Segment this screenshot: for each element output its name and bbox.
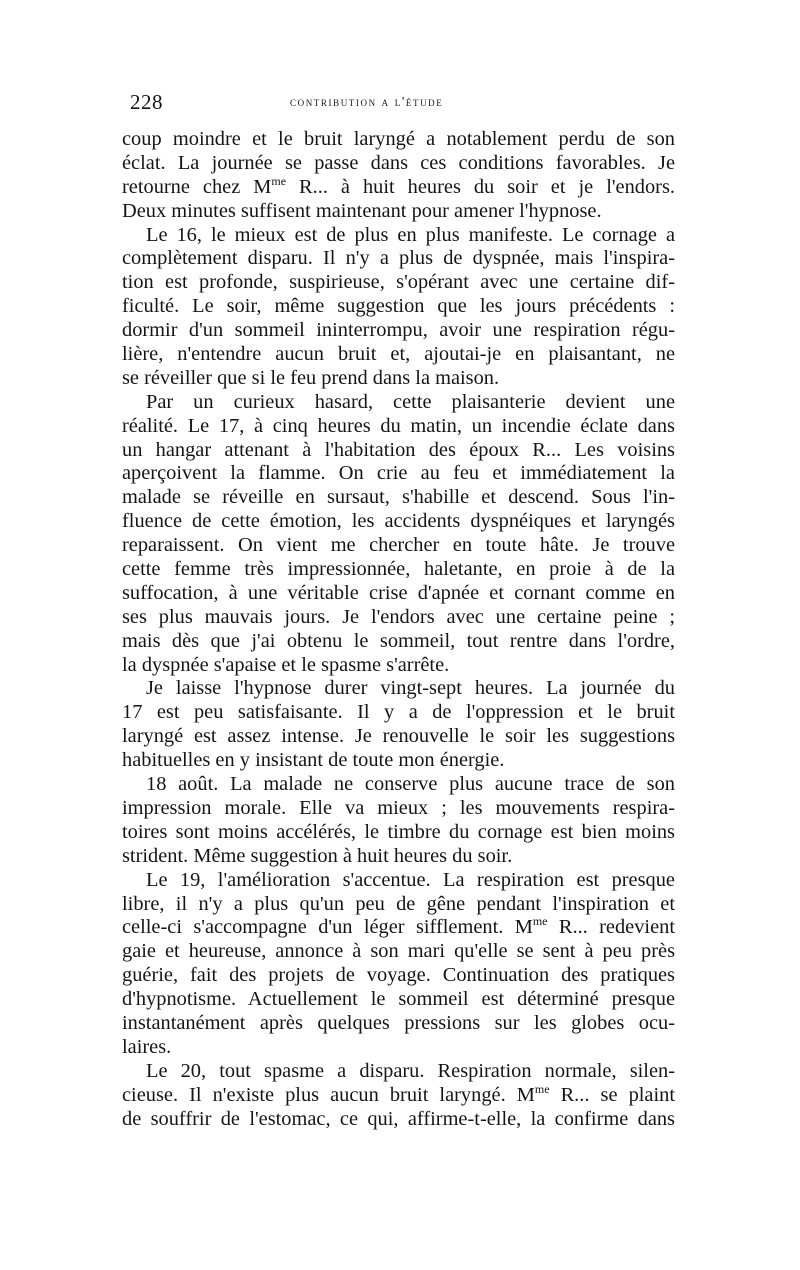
text-line: lière, n'entendre aucun bruit et, ajoutai-je en plaisantant, ne (122, 343, 675, 366)
text-line: libre, il n'y a plus qu'un peu de gêne pendant l'inspiration et (122, 892, 675, 915)
page-number: 228 (130, 90, 163, 114)
text-line: coup moindre et le bruit laryngé a notablement perdu de son (122, 128, 675, 150)
text-line: 17 est peu satisfaisante. Il y a de l'oppression et le bruit (122, 701, 675, 724)
text-line: Le 20, tout spasme a disparu. Respiration normale, silen- (146, 1059, 675, 1082)
text-line: laryngé est assez intense. Je renouvelle le soir les suggestions (122, 725, 675, 748)
text-line: impression morale. Elle va mieux ; les mouvements respira- (122, 796, 675, 819)
text-line: laires. (122, 1035, 172, 1058)
text-line: ses plus mauvais jours. Je l'endors avec une certaine peine ; (122, 605, 675, 628)
text-line: Par un curieux hasard, cette plaisanterie devient une (146, 390, 675, 413)
text-line: reparaissent. On vient me chercher en toute hâte. Je trouve (122, 534, 675, 557)
text-line: d'hypnotisme. Actuellement le sommeil est déterminé presque (122, 988, 675, 1011)
text-line: un hangar attenant à l'habitation des époux R... Les voisins (122, 438, 675, 461)
text-line: strident. Même suggestion à huit heures du soir. (122, 844, 513, 867)
text-body (122, 128, 675, 1131)
text-line: Le 19, l'amélioration s'accentue. La respiration est presque (146, 868, 675, 891)
text-line: toires sont moins accélérés, le timbre du cornage est bien moins (122, 820, 675, 843)
text-line: Je laisse l'hypnose durer vingt-sept heures. La journée du (146, 677, 675, 700)
text-line: guérie, fait des projets de voyage. Continuation des pratiques (122, 964, 675, 987)
text-line: gaie et heureuse, annonce à son mari qu'elle se sent à peu près (122, 940, 675, 963)
text-line: dormir d'un sommeil ininterrompu, avoir une respiration régu- (122, 319, 675, 342)
text-line: retourne chez $M^{me}$ R... à huit heures du soir et je l'endors. (122, 173, 676, 198)
text-line: habituelles en y insistant de toute mon énergie. (122, 749, 505, 772)
running-head (122, 90, 675, 120)
text-line: tion est profonde, suspirieuse, s'opérant avec une certaine dif- (122, 271, 675, 294)
text-line: complètement disparu. Il n'y a plus de dyspnée, mais l'inspira- (122, 247, 675, 270)
text-line: Le 16, le mieux est de plus en plus manifeste. Le cornage a (146, 223, 675, 246)
text-line: cette femme très impressionnée, haletante, en proie à de la (122, 558, 675, 581)
text-line: Deux minutes suffisent maintenant pour amener l'hypnose. (122, 199, 602, 222)
text-line: cieuse. Il n'existe plus aucun bruit laryngé. $M^{me}$ R... se plaint (122, 1081, 675, 1106)
text-line: suffocation, à une véritable crise d'apnée et cornant comme en (122, 581, 675, 604)
text-line: malade se réveille en sursaut, s'habille et descend. Sous l'in- (122, 486, 675, 509)
text-line: ficulté. Le soir, même suggestion que les jours précédents : (122, 295, 675, 318)
text-line: fluence de cette émotion, les accidents dyspnéiques et laryngés (122, 510, 675, 533)
text-line: réalité. Le 17, à cinq heures du matin, un incendie éclate dans (122, 414, 675, 437)
text-line: la dyspnée s'apaise et le spasme s'arrête. (122, 653, 450, 676)
text-line: celle-ci s'accompagne d'un léger sifflement. $M^{me}$ R... redevient (122, 914, 675, 939)
text-line: se réveiller que si le feu prend dans la maison. (122, 366, 500, 389)
text-line: mais dès que j'ai obtenu le sommeil, tout rentre dans l'ordre, (122, 629, 675, 652)
text-line: éclat. La journée se passe dans ces conditions favorables. Je (122, 151, 675, 174)
text-line: 18 août. La malade ne conserve plus aucune trace de son (146, 773, 675, 796)
text-line: aperçoivent la flamme. On crie au feu et immédiatement la (122, 462, 675, 485)
text-line: de souffrir de l'estomac, ce qui, affirme-t-elle, la confirme dans (122, 1107, 675, 1130)
running-title: contribution a l'étude (290, 94, 444, 109)
text-line: instantanément après quelques pressions sur les globes ocu- (122, 1011, 675, 1034)
